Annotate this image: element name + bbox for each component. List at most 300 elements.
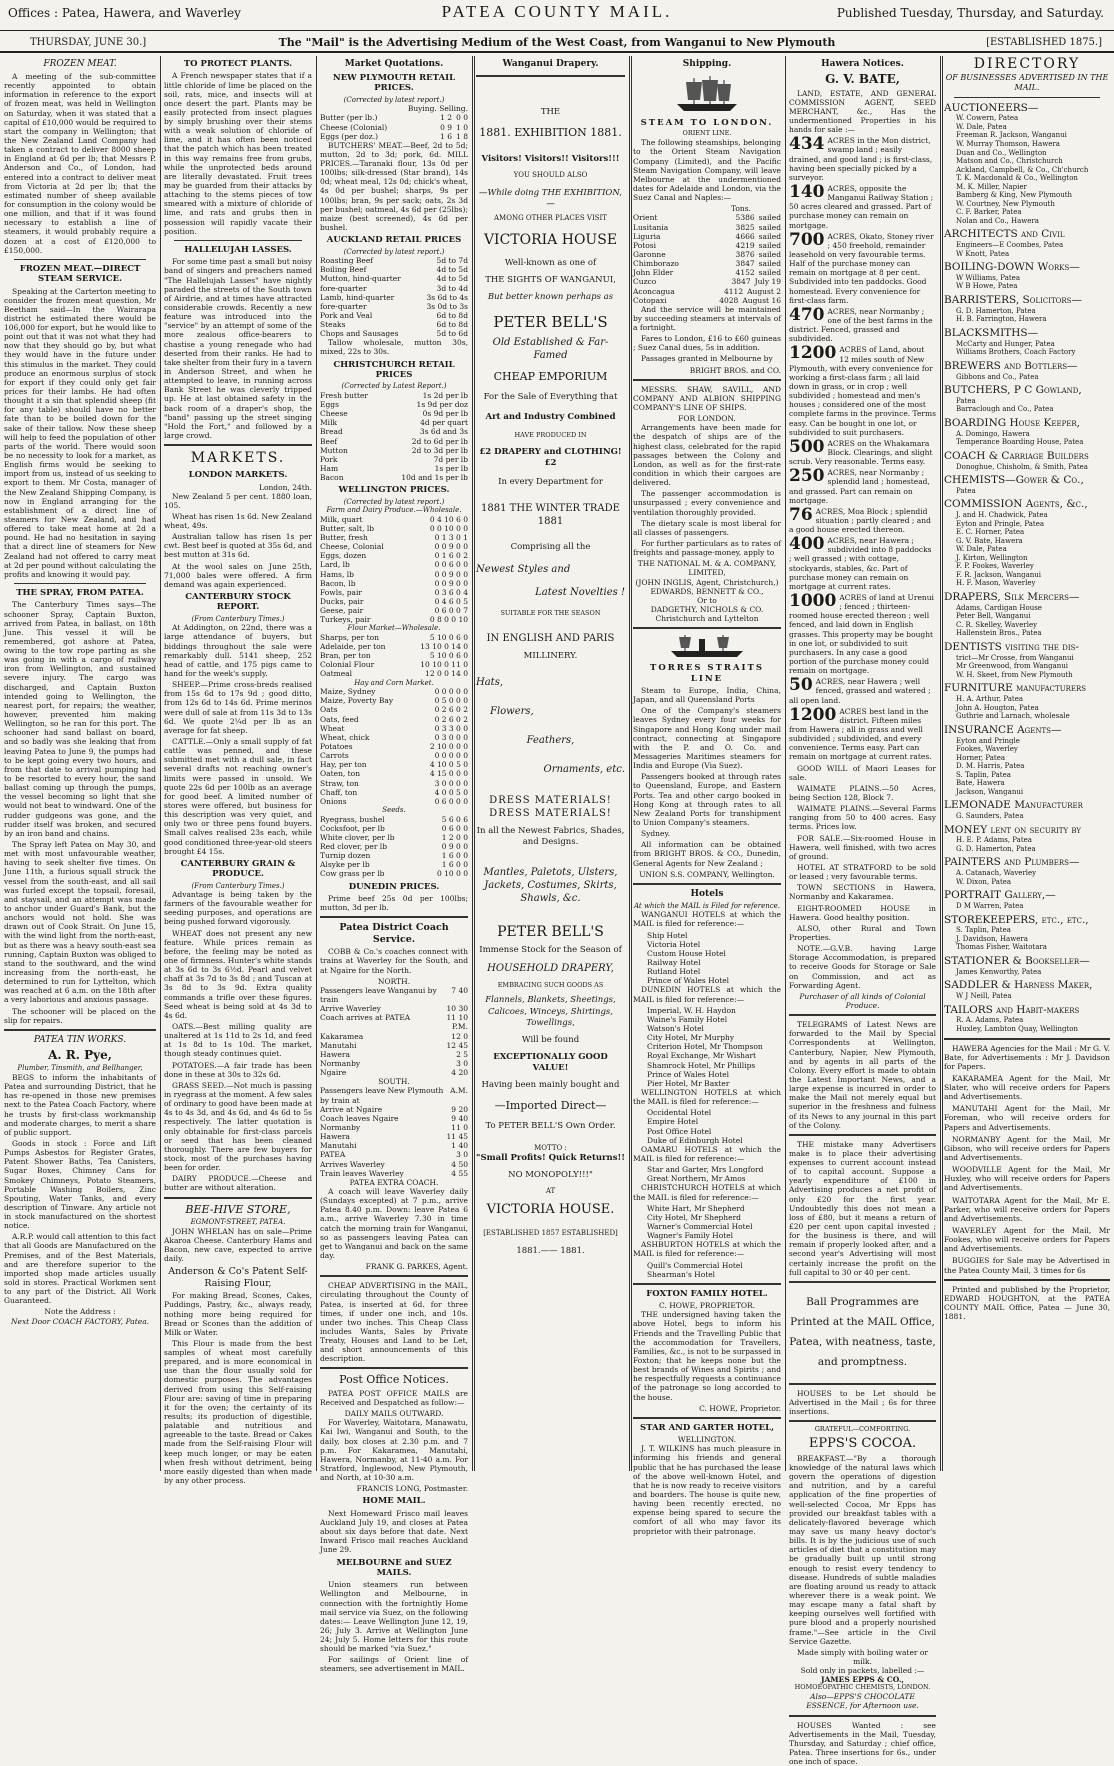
advert-note: Purchaser of all kinds of Colonial Produce. (799, 991, 926, 1010)
article-heading: HALLELUJAH LASSES. (184, 244, 292, 255)
advert-paragraph: GOOD WILL of Maori Leases for sale. (789, 763, 936, 782)
table-row (320, 842, 468, 851)
table-cell-label: Arrives Waverley (320, 1159, 385, 1169)
directory-category: BLACKSMITHS— (944, 326, 1039, 339)
directory-category: DRAPERS, Silk Mercers— (944, 591, 1080, 603)
table-cell-value: 0 4 6 0 5 (434, 596, 468, 606)
table-row (320, 437, 468, 446)
table-cell-value: A.M. (450, 1086, 468, 1096)
directory-business: Thomas Fisher, Waitotara (956, 943, 1047, 952)
table-cell-value: 4666 (735, 231, 755, 241)
table-row (320, 724, 468, 733)
dateline-rule (0, 51, 1114, 53)
table-cell-label: Eggs, dozen (320, 551, 367, 561)
sailing-ship-icon (672, 74, 742, 114)
directory-business: S. Taplin, Patea (956, 770, 1011, 779)
table-row (320, 633, 468, 642)
table-row (320, 320, 468, 329)
table-cell-label: Onions (320, 796, 347, 806)
section-heading-markets: MARKETS. (190, 450, 286, 467)
directory-subtitle: OF BUSINESSES ADVERTISED IN THE MAIL. (945, 73, 1109, 92)
table-subheading: Farm and Dairy Produce.—Wholesale. (326, 506, 462, 515)
acreage-figure: 76 (789, 504, 813, 525)
table-cell-value: 3d to 4d (436, 283, 468, 293)
directory-category: PORTRAIT Gallery,— (944, 889, 1056, 902)
divider (633, 627, 781, 629)
advert-paragraph: Passages granted in Melbourne by (641, 354, 773, 364)
established-date: [ESTABLISHED 1875.] (986, 37, 1102, 48)
timetable-direction: NORTH. (377, 976, 411, 986)
hotel-list-heading: WANGANUI HOTELS at which the MAIL is filed for reference:— (633, 910, 781, 929)
table-cell-value: 9 20 (451, 1104, 468, 1114)
hotel-list (633, 1204, 781, 1241)
list-item: City Hotel, Mr Shepherd (647, 1212, 741, 1222)
advertiser-trade: Plumber, Tinsmith, and Bellhanger, (17, 1064, 143, 1073)
dateline-text: London, 24th. (258, 482, 312, 492)
directory-business: A. Catanach, Waverley (956, 869, 1037, 878)
table-cell-label: Cheese, Colonial (320, 542, 384, 552)
table-cell-label: Aconcagua (633, 286, 675, 296)
advert-line: Comprising all the (510, 542, 591, 553)
table-cell-value: 2d to 3d per lb (411, 445, 468, 455)
acreage-figure: 50 (789, 675, 813, 696)
advert-heading: Patea District Coach Service. (339, 922, 449, 945)
timetable-row (320, 1041, 468, 1050)
directory-business: Gibbons and Co., Patea (956, 372, 1039, 381)
table-cell-label: White clover, per lb (320, 832, 395, 842)
table-cell-value: 0 3 6 0 4 (434, 587, 468, 597)
masthead-publication-days: Published Tuesday, Thursday, and Saturday. (836, 6, 1104, 20)
table-cell-label: Ducks, pair (320, 596, 364, 606)
column-markets (320, 56, 468, 1674)
advert-heading: STAR AND GARTER HOTEL, (639, 1422, 775, 1433)
table-cell-value: 1s per lb (434, 464, 468, 473)
table-cell-label: Liguria (633, 231, 661, 241)
directory-entry (944, 682, 1110, 720)
directory-category: LEMONADE Manufacturer (944, 799, 1083, 812)
table-subheading: Seeds. (382, 805, 406, 814)
table-cell-label: Cheese (Colonial) (320, 122, 388, 132)
table-row (320, 409, 468, 418)
table-cell-value: 10d and 1s per lb (401, 473, 468, 483)
article-paragraph: At Addington, on 22nd, there was a large attendance of buyers, but biddings throughout the sale were remarkably dull. 5141 sheep, 252 head of cattle, and 175 pigs came to hand for the week's supply. (164, 623, 312, 678)
property-description: ACRES, near Hawera ; subdivided into 8 paddocks ; well grassed ; with cottage, stockyards, stables, &c. Part of purchase money can remain on mortgage at current rates. (789, 536, 932, 591)
table-row (320, 615, 468, 624)
list-item: Prince of Wales Hotel (647, 1069, 730, 1079)
table-cell-value: 0 2 6 0 2 (434, 705, 468, 715)
section-heading: Market Quotations. (344, 59, 444, 69)
list-item: Wagner's Family Hotel (647, 1231, 734, 1241)
advert-subheading: FOR LONDON. (678, 414, 736, 424)
ship-row (633, 250, 781, 259)
directory-business: W. H. Skeet, from New Plymouth (956, 670, 1073, 679)
article-paragraph: CATTLE.—Only a small supply of fat cattle was penned, and these submitted met with a dull sale, in fact several drafts not reaching owner's limits were passed in unsold. We quote 22s 6d per 100lb as an average for good beef. A limited number of stores were offered, but business for this description was very quiet, and only two or three pens found buyers. Small calves realised 23s each, while good conditioned three-year-old steers brought £4 15s. (164, 736, 312, 856)
directory-business: Nolan and Co., Hawera (956, 216, 1039, 225)
article-paragraph: OATS.—Best milling quality are unaltered at 1s 11d to 2s 1d, and feed at 1s 8d to 1s 10d. The market, though steady continues quiet. (164, 1022, 312, 1059)
issue-date: THURSDAY, JUNE 30.] (30, 37, 147, 48)
advert-paragraph: EIGHT-ROOMED HOUSE in Hawera. Good healthy position. (789, 903, 936, 922)
advertiser-name: A. R. Pye, (48, 1047, 112, 1062)
table-cell-value: 3s 0d to 3s (426, 301, 468, 311)
table-cell-value: 0 0 0 0 0 (434, 751, 468, 761)
agency-notice: WOODVILLE Agent for the Mail, Mr Huxley, who will receive orders for Papers and Advertisements. (944, 1165, 1110, 1193)
advert-line: Well-known as one of (504, 257, 597, 268)
table-cell-value: 2d to 6d per lb (411, 436, 468, 446)
table-cell-value: 0 0 0 0 0 (434, 687, 468, 697)
article-paragraph: SHEEP.—Prime cross-breds realised from 15s 6d to 17s 9d ; good ditto, from 12s 6d to 14s 6d. Prime merinos were dull of sale at from 11s 3d to 13s 6d. We quote 2¼d per lb as an average for fat sheep. (164, 680, 312, 735)
column-news-1 (4, 56, 156, 1471)
directory-business: Hallenstein Bros., Patea (956, 629, 1042, 638)
list-item: Warner's Commercial Hotel (647, 1221, 753, 1231)
advert-line: YOU SHOULD ALSO (513, 171, 588, 180)
directory-business: W Knott, Patea (956, 249, 1010, 258)
article-paragraph: Australian tallow has risen 1s per cwt. Best beef is quoted at 35s 6d, and best mutton at 31s 6d. (164, 532, 312, 560)
table-cell-value: 0s 9d per lb (422, 409, 468, 419)
table-cell-value: sailed (758, 222, 781, 232)
table-cell-label: Steaks (320, 320, 346, 330)
table-row (320, 824, 468, 833)
column-shipping (633, 56, 781, 1536)
advert-line: Will be found (521, 1034, 580, 1045)
notice-paragraph: For sailings of Orient line of steamers, see advertisement in MAIL. (320, 1655, 468, 1674)
list-item: Duke of Edinburgh Hotel (647, 1135, 743, 1145)
table-row (320, 551, 468, 560)
imprint: Printed and published by the Proprietor, EDWARD HOUGHTON, at the PATEA COUNTY MAIL Office, Patea — June 30, 1881. (944, 1284, 1110, 1322)
table-row (320, 515, 468, 524)
list-item: Quill's Commercial Hotel (647, 1260, 743, 1270)
hotel-list-heading: OAMARU HOTELS at which the MAIL is filed for reference:— (633, 1144, 781, 1163)
directory-category: FURNITURE manufacturers (944, 682, 1087, 695)
hotel-list-heading: ASHBURTON HOTELS at which the MAIL is filed for reference:— (633, 1240, 781, 1259)
table-cell-value: 13 10 0 14 0 (420, 642, 468, 652)
divider (633, 883, 781, 885)
directory-business: R. A. Adams, Patea (956, 1016, 1024, 1025)
article-heading: FROZEN MEAT. (43, 59, 117, 69)
advert-headline: PETER BELL'S (493, 312, 608, 331)
table-cell-label: Lusitania (633, 222, 669, 232)
price-table (320, 815, 468, 879)
advert-paragraph: JOHN WHELAN has on sale—Prime Akaroa Cheese. Canterbury Hams and Bacon, new cave, expected to arrive daily. (164, 1226, 312, 1263)
advert-headline: EPPS'S COCOA. (808, 1435, 917, 1451)
advert-headline: PETER BELL'S (497, 923, 604, 940)
table-cell-label: Cow grass per lb (320, 869, 385, 879)
directory-business: H. A. Arthur, Patea (956, 695, 1024, 704)
list-item: Watson's Hotel (647, 1024, 704, 1033)
advert-paragraph: Passengers booked at through rates to Queensland, Europe, and Eastern Ports. Tea and other cargo booked in Hong Kong at through rates to all New Zealand Ports for transhipment to Union Company's steamers. (633, 772, 781, 827)
table-heading: DUNEDIN PRICES. (348, 881, 440, 892)
article-paragraph: The Canterbury Times says—The schooner Spray, Captain Buxton, arrived from Patea, in ballast, on 18th June. This vessel it will be remembered, got ashore at Patea, owing to the tow rope parting as she was going in with a cargo of railway iron from Wellington, and sustained severe injury. The cargo was discharged, and Captain Buxton intended going to Wellington, the nearest port, for repairs; the weather, however, prevented him making Wellington, so he ran for this port. The schooner had sand ballast on board, and so badly was she leaking that from leaving Patea to June 9, the pumps had to be kept going every two hours, and from that date to arrival pumping had to be resorted to every hour, the sand ballast coming up through the pumps, the vessel becoming so light that she would not beat to windward. One of the rudder gudgeons was gone, and the rudder itself was broken, and secured by an iron band and chains. (4, 600, 156, 838)
table-cell-value: 4 20 (451, 1068, 468, 1078)
agency-notice: KAKARAMEA Agent for the Mail, Mr Slater, who will receive orders for Papers and Advertisements. (944, 1073, 1110, 1102)
table-cell-value: 4 15 0 0 0 (429, 769, 468, 779)
table-cell-label: Normanby (320, 1058, 361, 1068)
notice-signature: FRANCIS LONG, Postmaster. (356, 1484, 468, 1494)
table-cell-value: July 19 (754, 277, 781, 287)
table-cell-value: 1 8 (456, 131, 468, 141)
table-cell-value: 3825 (735, 222, 755, 232)
table-cell-value: 1s 2d per lb (422, 390, 468, 400)
property-list (789, 136, 936, 761)
table-cell-label: Oats (320, 705, 338, 715)
notice-paragraph: Next Homeward Frisco mail leaves Auckland July 19, and closes at Patea about six days before that date. Next Inward Frisco mail reaches Auckland June 29. (320, 1508, 468, 1555)
advert-line: £2 DRAPERY and CLOTHING! £2 (479, 447, 622, 469)
divider (633, 1417, 781, 1419)
table-row (320, 705, 468, 714)
price-table (320, 687, 468, 806)
ship-row (633, 296, 781, 305)
hotel-list (633, 1261, 781, 1279)
list-item: Criterion Hotel, Mr Thompson (647, 1042, 763, 1052)
list-item: Shamrock Hotel, Mr Phillips (647, 1060, 756, 1070)
directory-entry (944, 799, 1110, 820)
directory-category: BOILING-DOWN Works— (944, 261, 1080, 274)
table-cell-value: August 2 (747, 286, 781, 296)
divider (320, 1275, 468, 1277)
table-cell-label: Mutton (320, 445, 348, 455)
table-cell-label: Manutahi (320, 1040, 357, 1050)
advert-subheading: C. HOWE, PROPRIETOR. (658, 1301, 756, 1311)
advert-headline: —Imported Direct— (494, 1098, 607, 1112)
table-cell-label: Mutton, hind-quarter (320, 274, 401, 284)
directory-business: W. Murray Thomson, Hawera (956, 139, 1060, 148)
advert-paragraph: The following steamships, belonging to the Orient Steam Navigation Company (Limited), and the Pacific Steam Navigation Company, will leave Melbourne at the undermentioned dates for Adelaide and London, via the Suez Canal and Naples:— (633, 138, 781, 203)
divider (789, 1715, 936, 1717)
table-cell-label: fore-quarter (320, 283, 367, 293)
directory-entry (944, 450, 1110, 471)
directory-business: J. Kirton, Wellington (956, 553, 1028, 562)
section-heading: Post Office Notices. (339, 1373, 449, 1387)
column-rule (785, 56, 786, 1471)
directory-business: Williams Brothers, Coach Factory (956, 348, 1076, 357)
table-row (320, 293, 468, 302)
hotel-list-heading: WELLINGTON HOTELS at which the MAIL is filed for reference:— (633, 1087, 781, 1107)
column-rule (940, 56, 943, 1471)
directory-category: ARCHITECTS and Civil (944, 228, 1065, 241)
table-cell-value: 4 10 0 5 0 (429, 760, 468, 770)
article-paragraph: For some time past a small but noisy band of singers and preachers named "The Hallelujah Lasses" have nightly paraded the streets of the South town of Airdrie, and at times have attracted considerable crowds. Recently a new feature was introduced into the "service" by an attempt of some of the more zealous office-bearers to chastise a young renegade who had deserted from their ranks. He had to take shelter from their fury in a tavern in Anderson Street, and when he attempted to leave, in running across Bank Street he was cleverly tripped up. He at last obtained safety in the back room of a draper's shop, the "band" passing up the street singing "Hold the Fort," and followed by a large crowd. (164, 257, 312, 440)
table-row (320, 123, 468, 132)
agent-name: Or to (697, 595, 717, 605)
table-cell-value: 1 0 (456, 122, 468, 132)
table-cell-label: Potosi (633, 240, 657, 250)
table-row (320, 779, 468, 788)
timetable-row (320, 1123, 468, 1132)
section-note: At which the MAIL is Filed for reference. (633, 901, 781, 910)
acreage-figure: 1200 (789, 343, 837, 364)
masthead (0, 0, 1114, 34)
divider (789, 1134, 936, 1136)
table-cell-label: Hams, lb (320, 569, 354, 579)
table-cell-label: Lard, lb (320, 560, 350, 570)
table-note: (Corrected by latest report.) (343, 497, 445, 506)
timetable-direction: SOUTH. (378, 1077, 410, 1087)
price-table (320, 633, 468, 679)
advert-heading: FOXTON FAMILY HOTEL. (646, 1288, 768, 1299)
table-cell-label: Passengers leave Wanganui by train (320, 985, 437, 1004)
property-listing (789, 136, 936, 182)
advert-paragraph: Goods in stock : Force and Lift Pumps Asbestos for Register Grates, Patent Shower Baths, Tea Canisters, Sugar Boxes, Chimney Cans for Smokey Chimneys, Potato Steamers, Portable Washing Boilers, Zinc Spouting, Water Tanks, and every description of Tinware. Any article not in stock manufactured on the shortest notice. (4, 1138, 156, 1231)
table-cell-label: Cheese (320, 409, 348, 419)
table-cell-value: 5d to 7d (436, 256, 468, 266)
advert-line: SUITABLE FOR THE SEASON (500, 609, 601, 618)
table-subheading: Hay and Corn Market. (354, 678, 434, 687)
table-row (320, 113, 468, 122)
table-cell-label: Oats, feed (320, 714, 359, 724)
list-item: Waine's Family Hotel (647, 1014, 728, 1024)
advert-line: THE SIGHTS OF WANGANUI, (485, 274, 616, 285)
timetable-row (320, 1068, 468, 1077)
directory-business: W. Dixon, Patea (956, 877, 1012, 886)
directory-business: D M Warren, Patea (956, 902, 1024, 911)
table-cell-value: sailed (758, 268, 781, 278)
table-cell-label: Straw, ton (320, 778, 359, 788)
property-listing (789, 304, 936, 344)
table-cell-label: Beef (320, 436, 338, 446)
advert-line: Immense Stock for the Season of (479, 944, 622, 955)
agent-name: THE NATIONAL M. & A. COMPANY, LIMITED, (637, 559, 777, 578)
property-listing (789, 504, 936, 535)
table-row (320, 265, 468, 274)
directory-entry (944, 360, 1110, 381)
article-paragraph: The schooner will be placed on the slip for repairs. (4, 1006, 156, 1025)
table-cell-label: Kakaramea (320, 1031, 364, 1041)
timetable (320, 1086, 468, 1177)
advert-heading: Anderson & Co's Patent Self-Raising Flour, (168, 1266, 308, 1289)
divider (4, 1029, 156, 1031)
price-table (320, 113, 468, 140)
directory-business: S. Taplin, Patea (956, 926, 1011, 935)
directory-business: W. Cowern, Patea (956, 114, 1019, 123)
divider (944, 1038, 1110, 1040)
table-cell-label (320, 1022, 448, 1031)
ship-row (633, 287, 781, 296)
table-row (320, 760, 468, 769)
table-cell-label: Cotopaxi (633, 295, 667, 305)
market-paragraph: BUTCHERS' MEAT.—Beef, 2d to 5d; mutton, 2d to 3d; pork, 6d. MILL PRICES.—Taranaki flour, 13s 0d per 100lbs; silk-dressed (Star brand), 14s 0d; wheat meal, 12s 0d; chick's wheat, 4s 0d per bushel; sharps, 9s per 100lbs; bran, 9s per sack; oats, 2s 3d per bushel; oatmeal, 4s 6d per (25lbs); maize (best screened), 4s 6d per bushel. (320, 140, 468, 233)
advert-line: Flowers, (490, 705, 534, 717)
timetable-row (320, 1050, 468, 1059)
directory-business: Mr Greenwood, from Wanganui (956, 662, 1069, 671)
table-note: (Corrected by Latest Report.) (341, 382, 447, 391)
advert-line: Also—EPPS'S CHOCOLATE ESSENCE, for Afternoon use. (806, 1692, 919, 1711)
notice-paragraph: PATEA POST OFFICE MAILS are Received and Despatched as follow:— (320, 1388, 468, 1408)
directory-entry (944, 591, 1110, 638)
table-row (320, 473, 468, 482)
table-cell-value: 0 2 6 0 2 (434, 714, 468, 724)
table-row (320, 464, 468, 473)
timetable-row (320, 1132, 468, 1141)
directory-business: Temperance Boarding House, Patea (956, 438, 1084, 447)
table-row (320, 651, 468, 660)
property-listing (789, 184, 936, 230)
table-cell-value: 4028 (719, 295, 739, 305)
advert-paragraph: Steam to Europe, India, China, Japan, and all Queensland Ports (633, 686, 781, 705)
table-cell-value: 4112 (724, 286, 744, 296)
table-cell-label: Bacon (320, 473, 344, 483)
table-cell-label: Normanby (320, 1122, 361, 1132)
table-cell-value: sailed (758, 249, 781, 259)
table-cell-value: sailed (758, 240, 781, 250)
article-heading: CANTERBURY STOCK REPORT. (185, 592, 291, 613)
acreage-figure: 1000 (789, 591, 837, 612)
table-row (320, 733, 468, 742)
divider (789, 1281, 936, 1283)
table-note: (Corrected by latest report.) (343, 247, 445, 256)
directory-entry (944, 914, 1110, 952)
advert-paragraph: All information can be obtained from BRIGHT BROS. & CO., Dunedin, General Agents for New Zealand ; (633, 840, 781, 868)
table-cell-label: Arrive at Ngaire (320, 1104, 383, 1114)
table-cell-value: 5 6 0 6 (441, 814, 468, 824)
list-item: Imperial, W. H. Haydon (647, 1005, 736, 1015)
property-description: ACRES of Land, about 12 miles south of New Plymouth, with every convenience for working a first-class farm ; all laid down in grass, or in crop ; well subdivided ; homestead and men's houses ; considered one of the most complete farms in the province. Terms easy. Can be bought in one lot, or subdivided to suit purchasers. (789, 345, 936, 437)
table-row (320, 687, 468, 696)
table-row (320, 797, 468, 806)
divider (789, 1420, 936, 1422)
table-cell-value: August 16 (742, 295, 781, 305)
advert-heading: BEE-HIVE STORE, (185, 1202, 291, 1216)
directory-business: Horner, Patea (956, 753, 1006, 762)
table-cell-value: 11 45 (446, 1132, 468, 1142)
advert-signature: BRIGHT BROS. and CO. (689, 365, 781, 375)
property-description: ACRES of land at Urenui ; fenced ; thirteen-roomed house erected thereon ; well fenced, and laid down in English grasses. This property may be bought in one lot, or subdivided to suit purchasers. In any case a good portion of the purchase money could remain on mortgage. (789, 593, 934, 676)
directory-business: E. C. Horner, Patea (956, 528, 1025, 537)
table-cell-label: Chops and Sausages (320, 329, 399, 339)
table-row (320, 715, 468, 724)
property-description: ACRES on the Whakamara Block. Clearings, and slight scrub. Very reasonable. Terms easy. (789, 438, 933, 467)
advert-line: AT (545, 1187, 556, 1196)
column-hawera-notices (789, 56, 936, 1766)
table-cell-label: Bacon, lb (320, 578, 356, 588)
directory-entry (944, 327, 1110, 357)
agent-name: DADGETHY, NICHOLS & CO. (650, 605, 764, 614)
directory-business: G. D. Hamerton, Patea (956, 306, 1036, 315)
table-cell-value: 3 0 (456, 1058, 468, 1068)
directory-business: Ackland, Campbell, & Co., Ch'church (956, 165, 1089, 174)
advert-paragraph: For further particulars as to rates of freights and passage-money, apply to (633, 539, 781, 558)
table-cell-label: Maize, Poverty Bay (320, 696, 394, 706)
directory-category: CHEMISTS—Gower & Co., (944, 474, 1084, 487)
property-listing (789, 468, 936, 505)
notice-paragraph: HOUSES to be Let should be Advertised in the Mail ; 6s for three insertions. (789, 1388, 936, 1416)
advert-subheading: PATEA EXTRA COACH. (349, 1177, 439, 1187)
list-item: Shearman's Hotel (647, 1269, 716, 1279)
agency-notice: HAWERA Agencies for the Mail : Mr G. V. Bate, for Advertisements : Mr J. Davidson for Papers. (944, 1043, 1110, 1071)
divider (633, 1283, 781, 1285)
advert-paragraph: Sydney. (641, 829, 671, 839)
advert-paragraph: A coach will leave Waverley daily (Sundays excepted) at 7 p.m., arrive Patea 8.40 p.m. Down: leave Patea 6 a.m., arrive Waverley 7.30 in time catch the morning train for Wanganui, so as passengers leaving Patea can get to Wanganui and back on the same day. (320, 1186, 468, 1260)
ship-row (633, 232, 781, 241)
table-cell-label: Milk (320, 418, 338, 428)
advert-line: Feathers, (526, 734, 575, 746)
table-cell-value: 0 5 0 0 0 (434, 696, 468, 706)
table-cell-value: 1 40 (451, 1141, 468, 1151)
notice-paragraph: HOUSES Wanted : see Advertisements in the Mail, Tuesday, Thursday, and Saturday ; chief office, Patea. Three insertions for 6s., under one inch of space. (789, 1720, 936, 1766)
directory-business: Eyton and Pringle, Patea (956, 519, 1045, 528)
directory-business: Patea (956, 486, 976, 495)
advert-line: [ESTABLISHED 1857 ESTABLISHED] (483, 1229, 618, 1238)
table-cell-value: 4 55 (451, 1168, 468, 1178)
table-row (320, 400, 468, 409)
timetable-row (320, 1004, 468, 1013)
table-cell-label: Cuzco (633, 277, 657, 287)
table-cell-value: 1 6 (440, 131, 453, 141)
table-cell-label: Train leaves Waverley (320, 1168, 404, 1178)
advert-headline: 1881 THE WINTER TRADE 1881 (481, 503, 620, 528)
advert-line: Sold only in packets, labelled :— (800, 1666, 925, 1676)
notice-paragraph: Union steamers run between Wellington and Melbourne, in connection with the fortnightly Home mail service via Suez, on the following dates:— Leave Wellington June 12, 19, 26; July 3. Arrive at Wellington June 24; July 5. Home letters for this route should be marked "via Suez." (320, 1580, 468, 1654)
article-paragraph: A meeting of the sub-committee recently appointed to obtain information in reference to the export of frozen meat, was held in Wellington on Saturday, when it was stated that a capital of £10,000 would be required to start the company in Wellington; that the New Zealand Land Company had taken a contract to deliver 8000 sheep in England at 6d per lb; that Messrs P. Anderson and Co., of London, had entered into a contract to deliver meat from Victoria at 2d per lb; that the estimated number of sheep available for consumption in the colony would be one million, and that if it was found necessary to establish a line of steamers, it would probably require a dozen at a cost of £120,000 to £150,000. (4, 71, 156, 255)
table-row (320, 570, 468, 579)
